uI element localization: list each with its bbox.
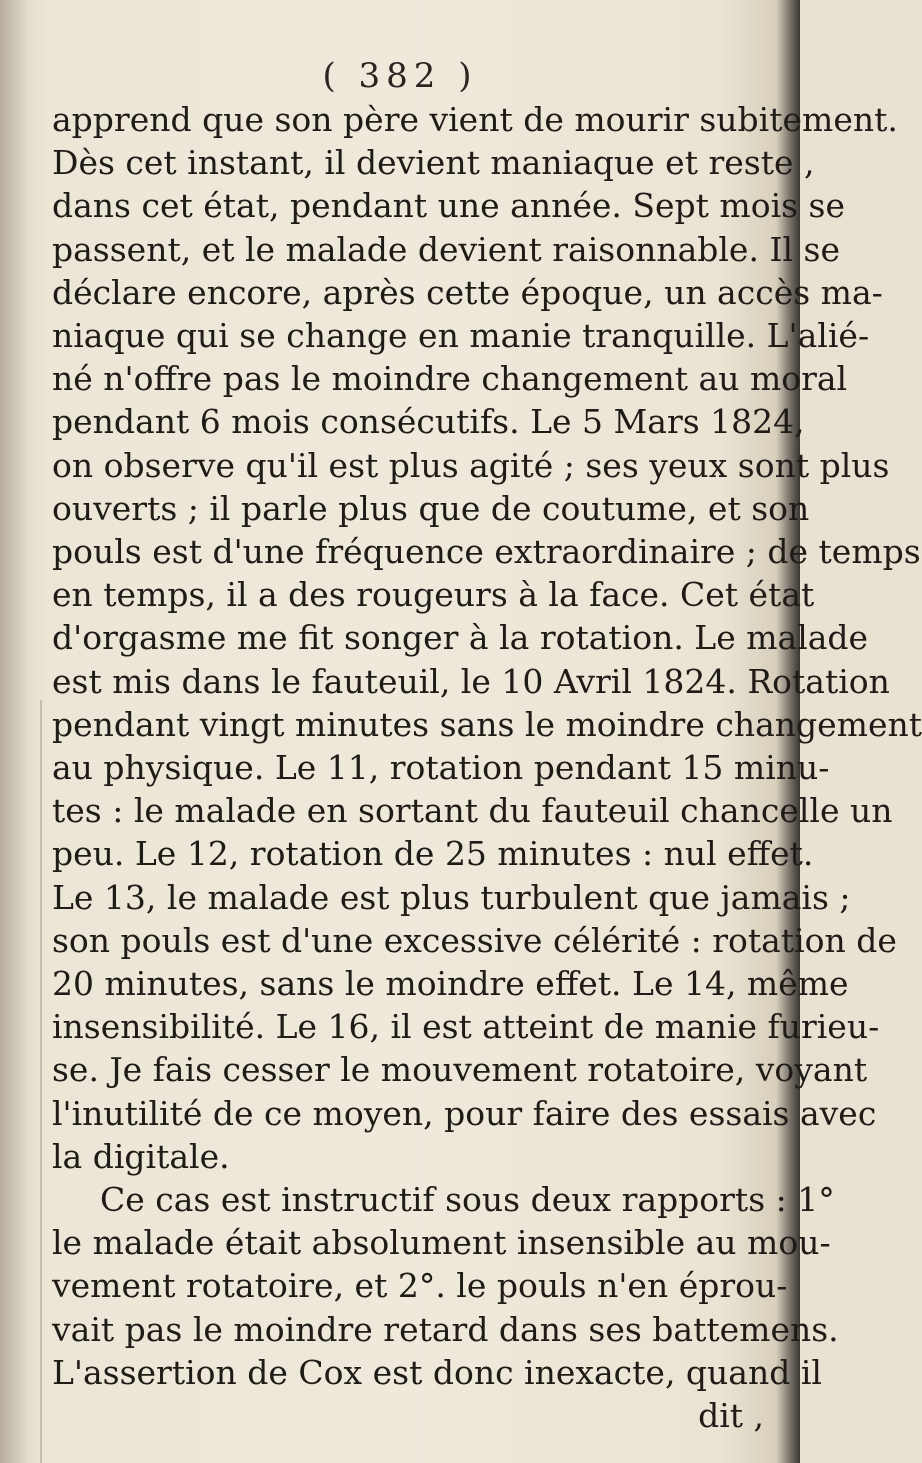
- text-line: dans cet état, pendant une année. Sept mois se: [52, 186, 846, 226]
- text-line: pendant 6 mois consécutifs. Le 5 Mars 1824,: [52, 402, 805, 442]
- text-line: se. Je fais cesser le mouvement rotatoire, voyant: [52, 1050, 868, 1090]
- text-line: 20 minutes, sans le moindre effet. Le 14, même: [52, 964, 849, 1004]
- text-line: niaque qui se change en manie tranquille. L'alié-: [52, 316, 870, 356]
- text-line-paragraph-end: la digitale.: [52, 1136, 230, 1176]
- text-line: tes : le malade en sortant du fauteuil chancelle un: [52, 791, 893, 831]
- text-line: en temps, il a des rougeurs à la face. Cet état: [52, 575, 815, 615]
- page-edge-shadow: [40, 700, 42, 1463]
- text-line: au physique. Le 11, rotation pendant 15 minu-: [52, 748, 830, 788]
- text-line: l'inutilité de ce moyen, pour faire des essais avec: [52, 1093, 877, 1133]
- text-line: pouls est d'une fréquence extraordinaire ; de temps: [52, 532, 921, 572]
- text-line: vait pas le moindre retard dans ses battemens.: [52, 1309, 839, 1349]
- text-line: déclare encore, après cette époque, un accès ma-: [52, 272, 883, 312]
- text-line: peu. Le 12, rotation de 25 minutes : nul effet.: [52, 834, 814, 874]
- body-text: [52, 98, 922, 1437]
- catchword: dit ,: [698, 1396, 764, 1436]
- text-line-paragraph-start: Ce cas est instructif sous deux rapports : 1°: [100, 1180, 835, 1220]
- text-line: d'orgasme me fit songer à la rotation. Le malade: [52, 618, 869, 658]
- text-line: né n'offre pas le moindre changement au moral: [52, 359, 848, 399]
- text-line: est mis dans le fauteuil, le 10 Avril 1824. Rotation: [52, 661, 890, 701]
- text-line: vement rotatoire, et 2°. le pouls n'en éprou-: [52, 1266, 788, 1306]
- text-line: Dès cet instant, il devient maniaque et reste ,: [52, 143, 815, 183]
- text-line: ouverts ; il parle plus que de coutume, et son: [52, 488, 810, 528]
- page-number-header: ( 382 ): [322, 56, 478, 96]
- text-line: Le 13, le malade est plus turbulent que jamais ;: [52, 877, 851, 917]
- text-line: passent, et le malade devient raisonnable. Il se: [52, 229, 840, 269]
- text-line: insensibilité. Le 16, il est atteint de manie furieu-: [52, 1007, 880, 1047]
- text-line: pendant vingt minutes sans le moindre changement: [52, 704, 922, 744]
- text-line: L'assertion de Cox est donc inexacte, quand il: [52, 1352, 822, 1392]
- text-line: son pouls est d'une excessive célérité : rotation de: [52, 920, 897, 960]
- text-line: apprend que son père vient de mourir subitement.: [52, 100, 898, 139]
- text-line: le malade était absolument insensible au mou-: [52, 1223, 831, 1263]
- page-spine-shadow: [0, 0, 28, 1463]
- text-line: on observe qu'il est plus agité ; ses yeux sont plus: [52, 445, 890, 485]
